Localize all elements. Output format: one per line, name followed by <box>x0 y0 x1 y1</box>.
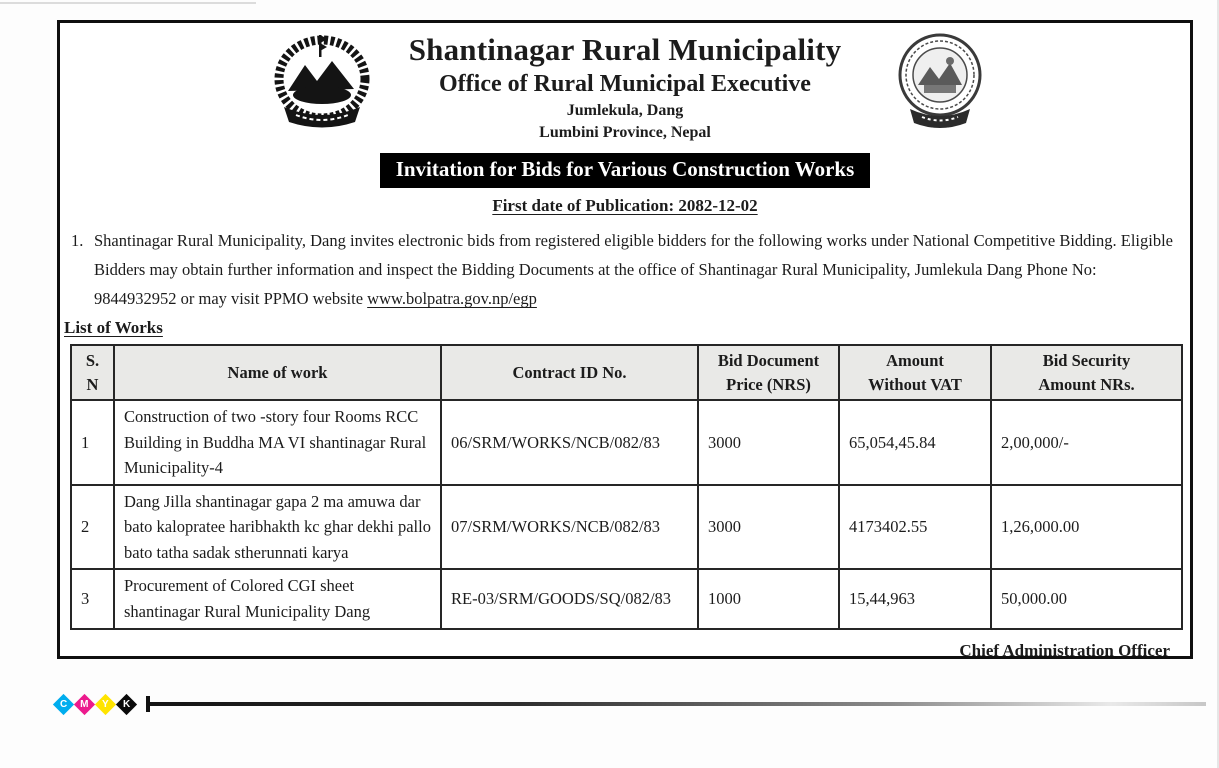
col-header-name-of-work: Name of work <box>114 345 441 400</box>
col-header-bid-security: Bid Security Amount NRs. <box>991 345 1182 400</box>
list-of-works-heading: List of Works <box>64 318 163 338</box>
cell-price: 3000 <box>698 485 839 570</box>
publication-date: First date of Publication: 2082-12-02 <box>492 196 758 215</box>
cell-contract-id: 06/SRM/WORKS/NCB/082/83 <box>441 400 698 485</box>
signature-title: Chief Administration Officer <box>959 640 1170 660</box>
cell-security: 2,00,000/- <box>991 400 1182 485</box>
cmyk-cyan-icon: C <box>53 693 74 714</box>
cell-amount: 65,054,45.84 <box>839 400 991 485</box>
works-table <box>70 344 1183 630</box>
cell-name: Procurement of Colored CGI sheet shantinagar Rural Municipality Dang <box>114 569 441 628</box>
scan-artifact-top-line <box>0 2 256 4</box>
cell-security: 50,000.00 <box>991 569 1182 628</box>
table-row <box>71 400 1182 485</box>
office-subtitle: Office of Rural Municipal Executive <box>439 71 811 97</box>
notice-text: Shantinagar Rural Municipality, Dang invites electronic bids from registered eligible bidders for the following works under National Competitive Bidding. Eligible Bidders may obtain further information and inspect the Bidding Documents at the office of Shantinagar Rural Municipality, Jumlekula Dang Phone No: 9844932952 or may visit PPMO website <box>94 231 1173 309</box>
cmyk-yellow-icon: Y <box>95 693 116 714</box>
col-header-sn: S. N <box>71 345 114 400</box>
bid-notice-document <box>57 20 1193 659</box>
cell-sn: 3 <box>71 569 114 628</box>
municipality-title: Shantinagar Rural Municipality <box>408 32 842 67</box>
cell-price: 3000 <box>698 400 839 485</box>
table-row <box>71 485 1182 570</box>
cell-contract-id: RE-03/SRM/GOODS/SQ/082/83 <box>441 569 698 628</box>
notice-body <box>94 226 1174 313</box>
col-header-contract-id: Contract ID No. <box>441 345 698 400</box>
col-header-amount-without-vat: Amount Without VAT <box>839 345 991 400</box>
cell-amount: 4173402.55 <box>839 485 991 570</box>
address-line-1: Jumlekula, Dang <box>566 102 684 119</box>
table-row <box>71 569 1182 628</box>
notice-item-number: 1. <box>71 231 84 250</box>
cell-amount: 15,44,963 <box>839 569 991 628</box>
cell-security: 1,26,000.00 <box>991 485 1182 570</box>
cell-contract-id: 07/SRM/WORKS/NCB/082/83 <box>441 485 698 570</box>
print-registration-marks <box>56 694 1206 714</box>
ppmo-website-link[interactable]: www.bolpatra.gov.np/egp <box>367 289 537 309</box>
fading-horizontal-rule <box>150 702 1206 706</box>
cmyk-black-icon: K <box>116 693 137 714</box>
cell-name: Dang Jilla shantinagar gapa 2 ma amuwa dar bato kalopratee haribhakth kc ghar dekhi pallo bato tatha sadak stherunnati karya <box>114 485 441 570</box>
cell-price: 1000 <box>698 569 839 628</box>
cell-sn: 1 <box>71 400 114 485</box>
notice-paragraph <box>64 226 1174 313</box>
cell-name: Construction of two -story four Rooms RCC Building in Buddha MA VI shantinagar Rural Municipality-4 <box>114 400 441 485</box>
cmyk-magenta-icon: M <box>74 693 95 714</box>
col-header-bid-document-price: Bid Document Price (NRS) <box>698 345 839 400</box>
address-line-2: Lumbini Province, Nepal <box>539 124 711 141</box>
invitation-banner: Invitation for Bids for Various Construction Works <box>380 153 871 188</box>
masthead <box>60 23 1190 142</box>
cell-sn: 2 <box>71 485 114 570</box>
table-header-row <box>71 345 1182 400</box>
